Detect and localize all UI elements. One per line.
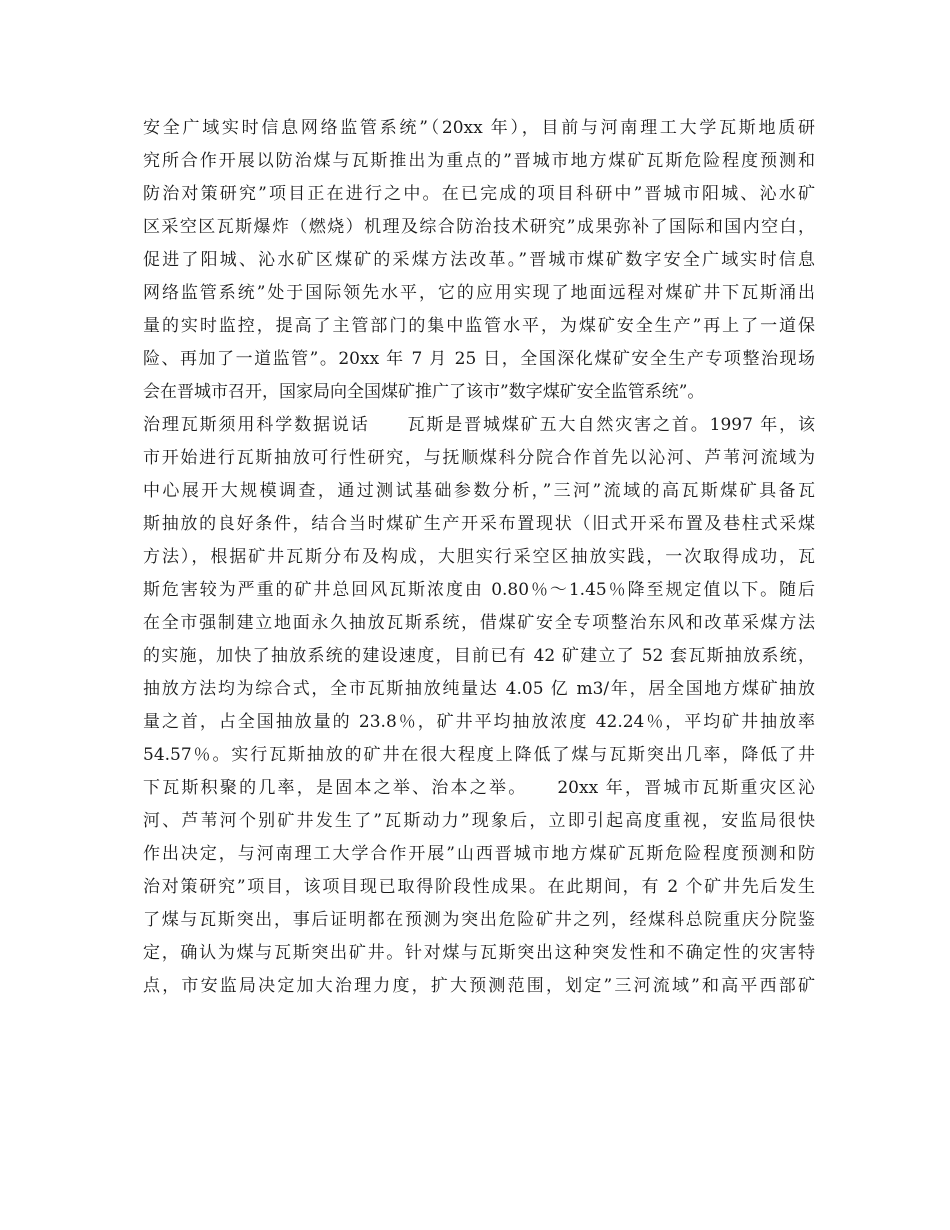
- text-line: 治对策研究”项目，该项目现已取得阶段性成果。在此期间，有 2 个矿井先后发生: [143, 877, 815, 897]
- text-line: 区采空区瓦斯爆炸（燃烧）机理及综合防治技术研究”成果弥补了国际和国内空白，: [143, 217, 815, 237]
- text-line: 的实施，加快了抽放系统的建设速度，目前已有 42 矿建立了 52 套瓦斯抽放系统，: [143, 646, 815, 666]
- text-line: 市开始进行瓦斯抽放可行性研究，与抚顺煤科分院合作首先以沁河、芦苇河流域为: [143, 448, 815, 468]
- text-line: 网络监管系统”处于国际领先水平，它的应用实现了地面远程对煤矿井下瓦斯涌出: [143, 283, 815, 303]
- text-line: 抽放方法均为综合式，全市瓦斯抽放纯量达 4.05 亿 m3/年，居全国地方煤矿抽放: [143, 679, 815, 699]
- text-line: 54.57％。实行瓦斯抽放的矿井在很大程度上降低了煤与瓦斯突出几率，降低了井: [143, 745, 815, 765]
- text-line: 会在晋城市召开，国家局向全国煤矿推广了该市”数字煤矿安全监管系统”。: [143, 382, 705, 402]
- text-line: 河、芦苇河个别矿井发生了”瓦斯动力”现象后，立即引起高度重视，安监局很快: [143, 811, 815, 831]
- body-text: [143, 112, 815, 1003]
- text-line: 方法），根据矿井瓦斯分布及构成，大胆实行采空区抽放实践，一次取得成功，瓦: [143, 547, 815, 567]
- text-line: 了煤与瓦斯突出，事后证明都在预测为突出危险矿井之列，经煤科总院重庆分院鉴: [143, 910, 815, 930]
- text-line: 在全市强制建立地面永久抽放瓦斯系统，借煤矿安全专项整治东风和改革采煤方法: [143, 613, 815, 633]
- text-line: 治理瓦斯须用科学数据说话 瓦斯是晋城煤矿五大自然灾害之首。1997 年，该: [143, 415, 815, 435]
- text-line: 促进了阳城、沁水矿区煤矿的采煤方法改革。”晋城市煤矿数字安全广域实时信息: [143, 250, 815, 270]
- text-line: 斯抽放的良好条件，结合当时煤矿生产开采布置现状（旧式开采布置及巷柱式采煤: [143, 514, 815, 534]
- text-line: 量之首，占全国抽放量的 23.8％，矿井平均抽放浓度 42.24％，平均矿井抽放率: [143, 712, 815, 732]
- text-line: 定，确认为煤与瓦斯突出矿井。针对煤与瓦斯突出这种突发性和不确定性的灾害特: [143, 943, 815, 963]
- text-line: 下瓦斯积聚的几率，是固本之举、治本之举。 20xx 年，晋城市瓦斯重灾区沁: [143, 778, 815, 798]
- text-line: 作出决定，与河南理工大学合作开展”山西晋城市地方煤矿瓦斯危险程度预测和防: [143, 844, 815, 864]
- text-line: 安全广域实时信息网络监管系统”（20xx 年），目前与河南理工大学瓦斯地质研: [143, 118, 815, 138]
- text-line: 险、再加了一道监管”。20xx 年 7 月 25 日，全国深化煤矿安全生产专项整治现场: [143, 349, 815, 369]
- text-line: 斯危害较为严重的矿井总回风瓦斯浓度由 0.80％～1.45％降至规定值以下。随后: [143, 580, 815, 600]
- text-line: 究所合作开展以防治煤与瓦斯推出为重点的”晋城市地方煤矿瓦斯危险程度预测和: [143, 151, 815, 171]
- text-line: 点，市安监局决定加大治理力度，扩大预测范围，划定”三河流域”和高平西部矿: [143, 976, 815, 996]
- text-line: 防治对策研究”项目正在进行之中。在已完成的项目科研中”晋城市阳城、沁水矿: [143, 184, 815, 204]
- text-line: 中心展开大规模调查，通过测试基础参数分析，”三河”流域的高瓦斯煤矿具备瓦: [143, 481, 815, 501]
- text-line: 量的实时监控，提高了主管部门的集中监管水平，为煤矿安全生产”再上了一道保: [143, 316, 815, 336]
